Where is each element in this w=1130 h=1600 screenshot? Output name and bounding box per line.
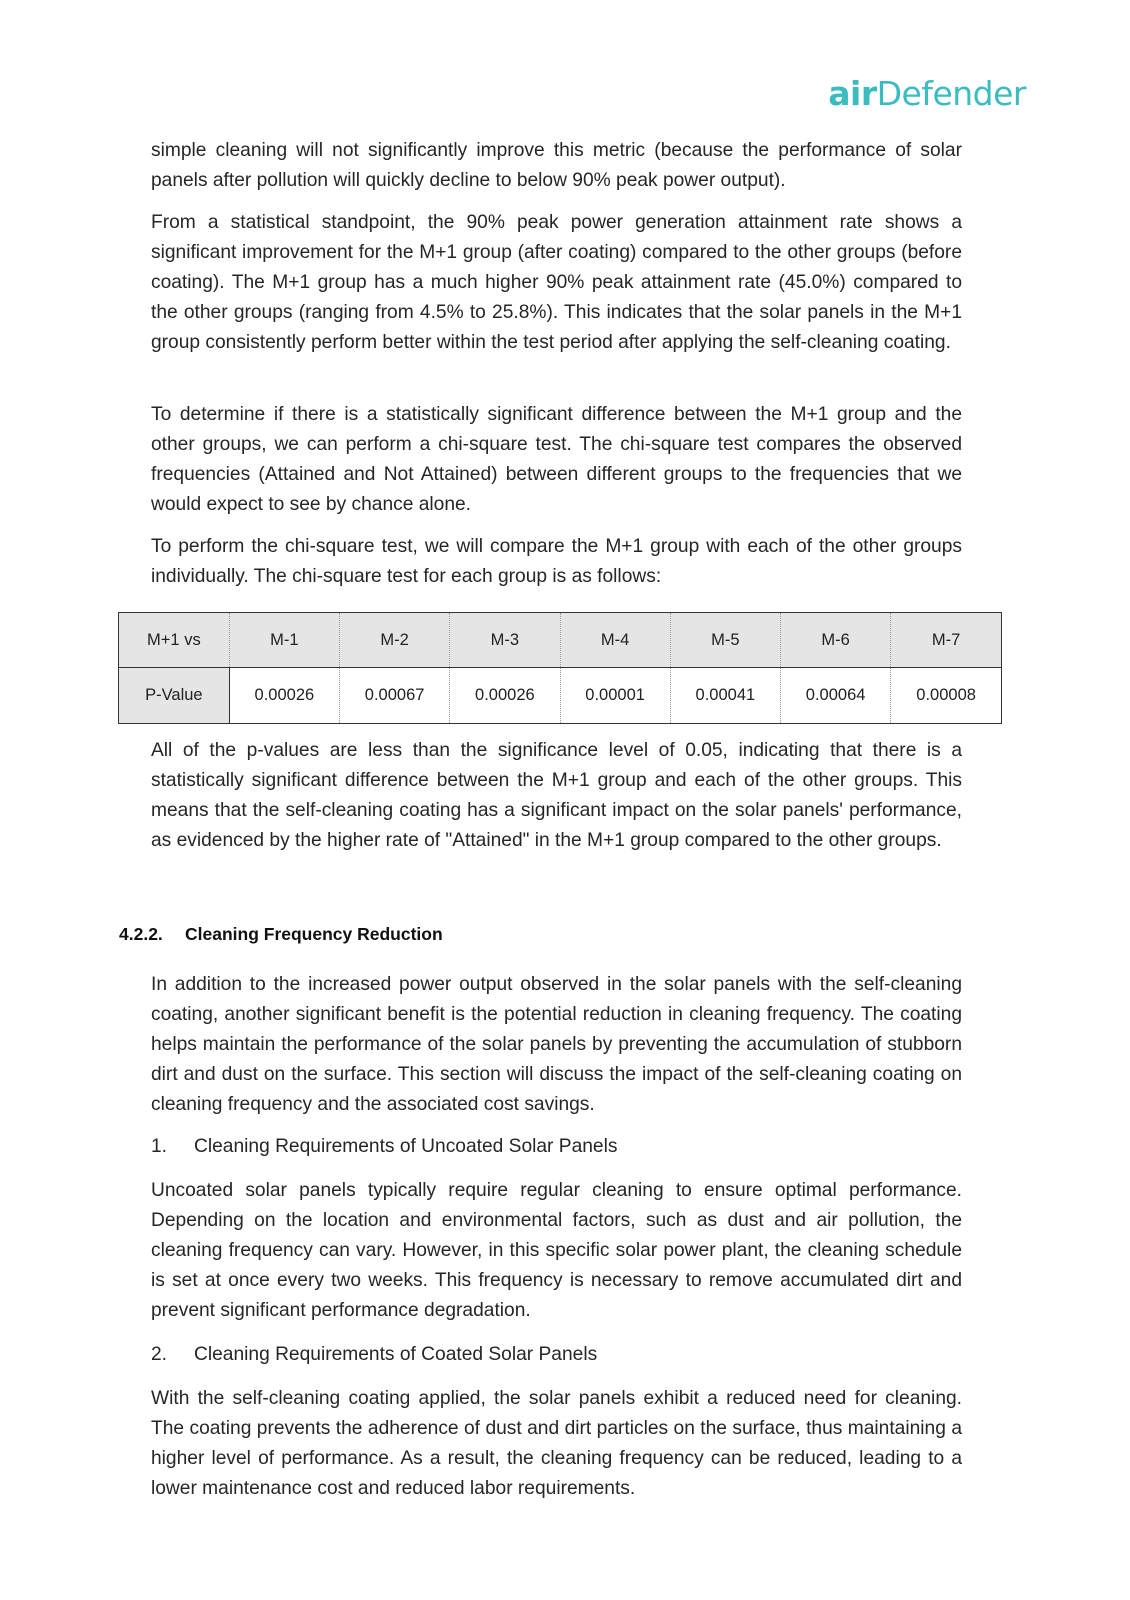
logo-light-text: Defender	[876, 74, 1026, 113]
section-heading	[119, 924, 443, 945]
table-row	[119, 668, 1001, 724]
list-item	[151, 1340, 597, 1370]
table-header-cell: M-1	[229, 613, 339, 668]
table-header-cell: M-2	[340, 613, 450, 668]
paragraph-statistical-standpoint: From a statistical standpoint, the 90% peak power generation attainment rate shows a significant improvement for the M+1 group (after coating) compared to the other groups (before coating). The M+1 group has a much higher 90% peak attainment rate (45.0%) compared to the other groups (ranging from 4.5% to 25.8%). This indicates that the solar panels in the M+1 group consistently perform better within the test period after applying the self-cleaning coating.	[151, 212, 962, 353]
list-item	[151, 1132, 617, 1162]
table-header-cell: M-6	[781, 613, 891, 668]
table-cell: 0.00067	[340, 668, 450, 724]
paragraph-cleaning-frequency-intro: In addition to the increased power output observed in the solar panels with the self-cleaning coating, another significant benefit is the potential reduction in cleaning frequency. The coating helps maintain the performance of the solar panels by preventing the accumulation of stubborn dirt and dust on the surface. This section will discuss the impact of the self-cleaning coating on cleaning frequency and the associated cost savings.	[151, 974, 962, 1115]
paragraph-coated-requirements: With the self-cleaning coating applied, the solar panels exhibit a reduced need for cleaning. The coating prevents the adherence of dust and dirt particles on the surface, thus maintaining a higher level of performance. As a result, the cleaning frequency can be reduced, leading to a lower maintenance cost and reduced labor requirements.	[151, 1388, 962, 1499]
section-title: Cleaning Frequency Reduction	[185, 924, 443, 944]
table-header-cell: M-4	[560, 613, 670, 668]
logo-bold-text: air	[828, 74, 877, 113]
table-cell: 0.00008	[891, 668, 1001, 724]
list-item-number: 2.	[151, 1344, 168, 1365]
paragraph-chi-square-intro: To determine if there is a statistically significant difference between the M+1 group and the other groups, we can perform a chi-square test. The chi-square test compares the observed frequencies (Attained and Not Attained) between different groups to the frequencies that we would expect to see by chance alone.	[151, 404, 962, 515]
airdefender-logo	[828, 74, 1026, 113]
paragraph-uncoated-requirements: Uncoated solar panels typically require regular cleaning to ensure optimal performance. Depending on the location and environmental factors, such as dust and air pollution, the cleaning frequency can vary. However, in this specific solar power plant, the cleaning schedule is set at once every two weeks. This frequency is necessary to remove accumulated dirt and prevent significant performance degradation.	[151, 1180, 962, 1321]
list-item-text: Cleaning Requirements of Coated Solar Panels	[194, 1344, 598, 1365]
table-cell: 0.00026	[450, 668, 560, 724]
table-row-label: P-Value	[119, 668, 229, 724]
paragraph-chi-square-method: To perform the chi-square test, we will compare the M+1 group with each of the other groups individually. The chi-square test for each group is as follows:	[151, 536, 962, 587]
table-header-cell: M-5	[670, 613, 780, 668]
paragraph-metric-note: simple cleaning will not significantly improve this metric (because the performance of solar panels after pollution will quickly decline to below 90% peak power output).	[151, 140, 962, 191]
table-header-cell: M+1 vs	[119, 613, 229, 668]
table-header-cell: M-7	[891, 613, 1001, 668]
paragraph-p-values-conclusion: All of the p-values are less than the significance level of 0.05, indicating that there is a statistically significant difference between the M+1 group and each of the other groups. This means that the self-cleaning coating has a significant impact on the solar panels' performance, as evidenced by the higher rate of "Attained" in the M+1 group compared to the other groups.	[151, 740, 962, 851]
table-cell: 0.00026	[229, 668, 339, 724]
table-header-cell: M-3	[450, 613, 560, 668]
p-value-table	[119, 613, 1001, 723]
list-item-text: Cleaning Requirements of Uncoated Solar Panels	[194, 1136, 618, 1157]
table-cell: 0.00064	[781, 668, 891, 724]
section-number: 4.2.2.	[119, 924, 163, 944]
table-cell: 0.00041	[670, 668, 780, 724]
table-header-row	[119, 613, 1001, 668]
table-cell: 0.00001	[560, 668, 670, 724]
list-item-number: 1.	[151, 1136, 168, 1157]
